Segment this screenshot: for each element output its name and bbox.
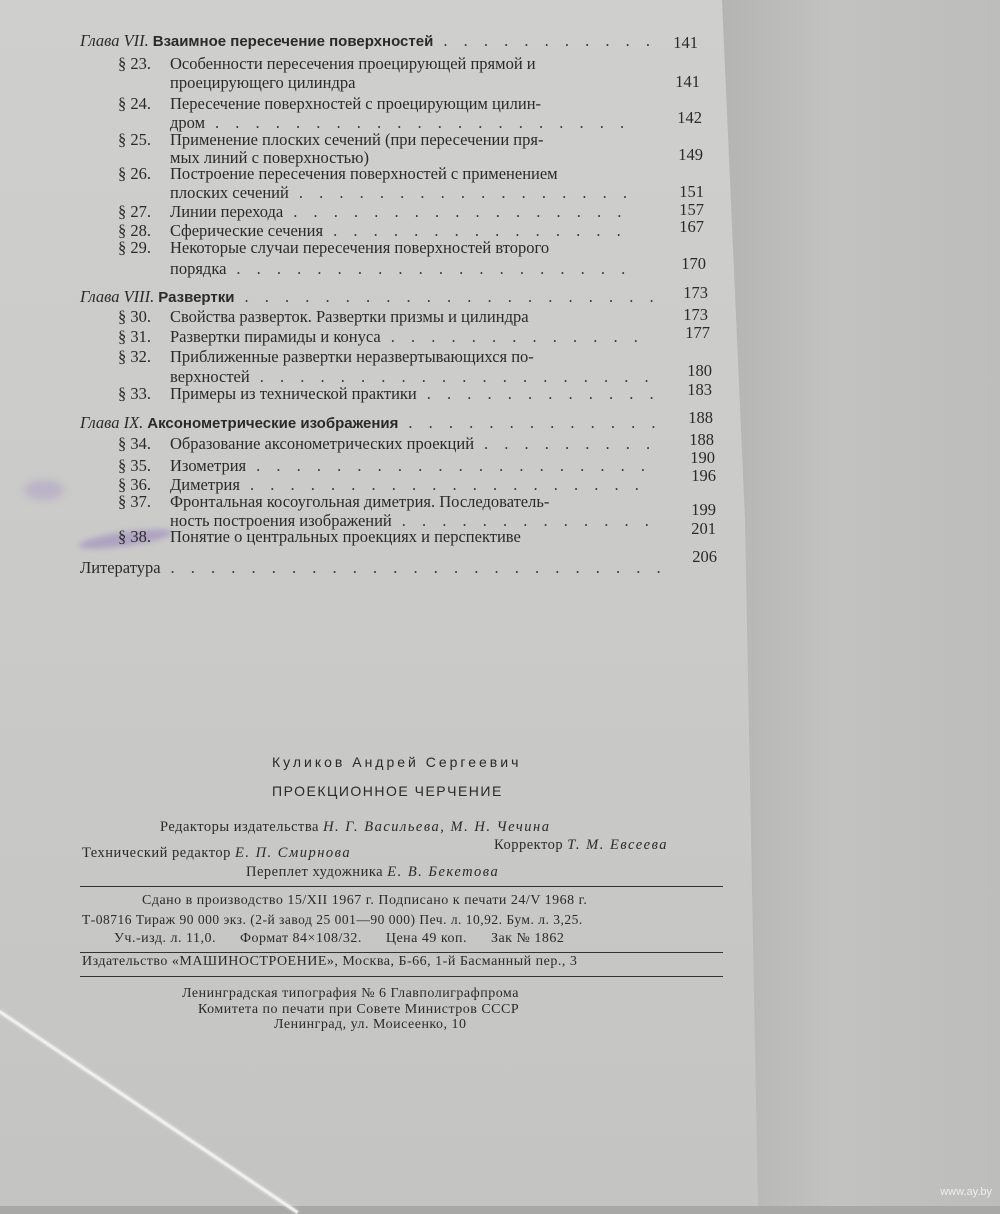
page-number: 190 [690,448,715,467]
toc-line: § 24. Пересечение поверхностей с проецирующим цилин- [118,94,542,113]
toc-line: § 36. Диметрия . . . [118,475,663,495]
page-number: 141 [675,72,700,91]
print-run-line: Т-08716 Тираж 90 000 экз. (2-й завод 25 001—90 000) Печ. л. 10,92. Бум. л. 3,25. [82,912,583,927]
printer-line: Комитета по печати при Совете Министров СССР [198,1002,520,1017]
toc-line: § 27. Линии перехода . . . [118,202,648,222]
toc-line: § 28. Сферические сечения . . . [118,221,648,241]
page-number: 167 [679,217,704,236]
page-number: 149 [678,145,703,164]
publisher-line: Издательство «МАШИНОСТРОЕНИЕ», Москва, Б-66, 1-й Басманный пер., 3 [82,954,578,969]
page-number: 173 [683,305,708,324]
toc-line: верхностей . . . [170,367,660,387]
production-line: Сдано в производство 15/XII 1967 г. Подписано к печати 24/V 1968 г. [142,893,588,908]
page-number: 201 [691,519,716,538]
page-number: 170 [681,254,706,273]
binding-line: Переплет художника Е. В. Бекетова [246,864,500,880]
toc-line: мых линий с поверхностью) [170,148,369,167]
ink-smudge [24,480,64,500]
divider [80,886,723,887]
page-number: 151 [679,182,704,201]
watermark: www.ay.by [940,1186,992,1198]
toc-line: проецирующего цилиндра [170,73,356,92]
toc-line: § 37. Фронтальная косоугольная диметрия. Последователь- [118,492,550,511]
format-line: Уч.-изд. л. 11,0. Формат 84×108/32. Цена 49 коп. Зак № 1862 [114,931,565,946]
toc-line: § 32. Приближенные развертки неразвертывающихся по- [118,347,534,366]
toc-line: порядка . . . [170,259,650,279]
chapter-heading: Глава IX. Аксонометрические изображения . . . [80,413,670,433]
toc-line: плоских сечений . . . [170,183,650,203]
toc-line: § 35. Изометрия . . . [118,456,663,476]
corrector-line: Корректор Т. М. Евсеева [494,837,669,853]
chapter-heading: Глава VIII. Развертки . . . [80,287,670,307]
page-number: 183 [687,380,712,399]
toc-line: § 26. Построение пересечения поверхностей с применением [118,164,558,183]
toc-line: § 31. Развертки пирамиды и конуса . . . [118,327,658,347]
page-number: 188 [688,408,713,427]
toc-line: § 29. Некоторые случаи пересечения поверхностей второго [118,238,550,257]
toc-line: ность построения изображений . . . [170,511,665,531]
printer-line: Ленинград, ул. Моисеенко, 10 [274,1017,467,1032]
author-name: Куликов Андрей Сергеевич [272,754,522,770]
toc-line: дром . . . [170,113,650,133]
page-number: 206 [692,547,717,566]
toc-line: § 30. Свойства разверток. Развертки призмы и цилиндра [118,307,529,326]
printer-line: Ленинградская типография № 6 Главполиграфпрома [182,986,519,1001]
editors-line: Редакторы издательства Н. Г. Васильева, М. Н. Чечина [160,819,551,835]
page-number: 141 [673,33,698,52]
page-number: 177 [685,323,710,342]
page-number: 173 [683,283,708,302]
page-number: 157 [679,200,704,219]
page-number: 180 [687,361,712,380]
background-surface [720,0,1000,1206]
toc-line: § 34. Образование аксонометрических проекций . . . [118,434,663,454]
divider [80,976,723,977]
toc-line: § 23. Особенности пересечения проецирующей прямой и [118,54,536,73]
page-number: 142 [677,108,702,127]
toc-line: § 33. Примеры из технической практики . . . [118,384,663,404]
page-number: 199 [691,500,716,519]
toc-line: § 38. Понятие о центральных проекциях и перспективе [118,527,521,546]
literature-line: Литература . . . [80,558,670,578]
book-title: ПРОЕКЦИОННОЕ ЧЕРЧЕНИЕ [272,783,503,799]
tech-editor-line: Технический редактор Е. П. Смирнова [82,845,352,861]
toc-line: § 25. Применение плоских сечений (при пересечении пря- [118,130,544,149]
page-number: 188 [689,430,714,449]
chapter-heading: Глава VII. Взаимное пересечение поверхностей . . . [80,31,670,51]
page-number: 196 [691,466,716,485]
